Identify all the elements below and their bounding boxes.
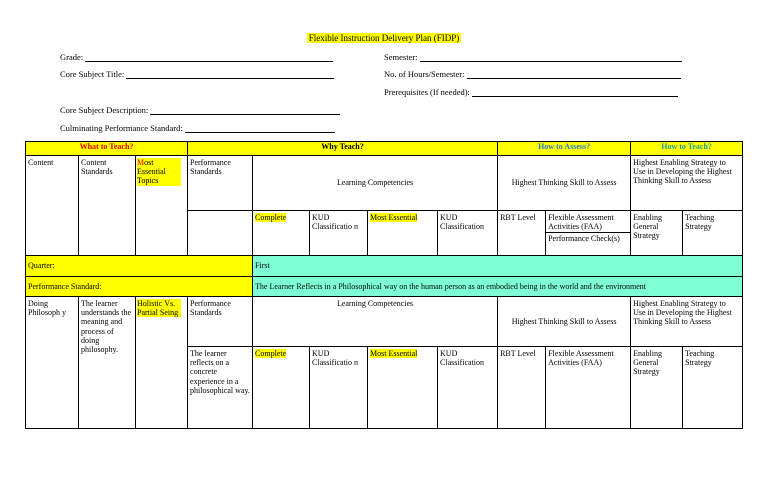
lesson-content: Doing Philosoph y [26, 297, 79, 429]
lesson-topic-cell [136, 297, 188, 429]
lesson-rbt: RBT Level [498, 347, 546, 429]
teaching-strategy-header: Teaching Strategy [683, 211, 743, 256]
lesson-enabling-general: Enabling General Strategy [631, 347, 683, 429]
document-title [0, 33, 768, 43]
highest-enabling-header: Highest Enabling Strategy to Use in Developing the Highest Thinking Skill to Assess [631, 156, 743, 211]
grade-field[interactable] [60, 52, 333, 62]
quarter-row [26, 256, 743, 277]
culminating-standard-line [185, 123, 335, 133]
lesson-faa: Flexible Assessment Activities (FAA) [546, 347, 631, 429]
performance-standards-blank [188, 211, 253, 256]
lesson-highest-thinking: Highest Thinking Skill to Assess [498, 297, 631, 347]
grade-label: Grade: [60, 52, 84, 62]
performance-standard-row [26, 277, 743, 297]
most-essential-first-letter: M [137, 158, 145, 167]
hours-line [467, 69, 681, 79]
complete-text: Complete [255, 213, 287, 222]
prerequisites-field[interactable] [384, 87, 678, 97]
what-to-teach-text: What to Teach? [79, 142, 134, 151]
most-essential-topics-box [137, 158, 181, 186]
core-subject-title-label: Core Subject Title: [60, 69, 125, 79]
core-subject-title-field[interactable] [60, 69, 334, 79]
lesson-highest-enabling: Highest Enabling Strategy to Use in Developing the Highest Thinking Skill to Assess [631, 297, 743, 347]
content-standards-header: Content Standards [79, 156, 136, 256]
culminating-standard-field[interactable] [60, 123, 335, 133]
lesson-perf-text: The learner reflects on a concrete experience in a philosophical way. [188, 347, 253, 429]
lesson-teaching-strategy: Teaching Strategy [683, 347, 743, 429]
most-essential-text: Most Essential [370, 213, 418, 222]
core-subject-description-line [150, 105, 340, 115]
why-teach-text: Why Teach? [321, 142, 364, 151]
quarter-value: First [253, 256, 743, 277]
hours-field[interactable] [384, 69, 681, 79]
section-header-row [26, 142, 743, 156]
complete-header [253, 211, 310, 256]
semester-label: Semester: [384, 52, 418, 62]
why-teach-header [188, 142, 498, 156]
kud-header: KUD Classificatio n [310, 211, 368, 256]
faa-text: Flexible Assessment Activities (FAA) [548, 213, 614, 232]
lesson-learning-competencies: Learning Competencies [253, 297, 498, 347]
culminating-standard-label: Culminating Performance Standard: [60, 123, 183, 133]
semester-field[interactable] [384, 52, 682, 62]
what-to-teach-header [26, 142, 188, 156]
most-essential-header [368, 211, 438, 256]
prerequisites-label: Prerequisites (If needed): [384, 87, 470, 97]
lesson-most-essential-text: Most Essential [370, 349, 418, 358]
lesson-performance-standards: Performance Standards [188, 297, 253, 347]
lesson-row [26, 297, 743, 347]
core-subject-description-field[interactable] [60, 105, 340, 115]
hours-label: No. of Hours/Semester: [384, 69, 465, 79]
quarter-label: Quarter: [26, 256, 253, 277]
lesson-complete [253, 347, 310, 429]
most-essential-topics-header [136, 156, 188, 256]
faa-header [546, 211, 631, 256]
content-header: Content [26, 156, 79, 256]
column-header-row [26, 156, 743, 211]
core-subject-title-line [126, 69, 334, 79]
grade-line [85, 52, 333, 62]
how-to-teach-text: How to Teach? [661, 142, 712, 151]
performance-standard-label: Performance Standard: [26, 277, 253, 297]
lesson-content-standard: The learner understands the meaning and process of doing philosophy. [79, 297, 136, 429]
performance-checks-text: Performance Check(s) [546, 232, 630, 243]
how-to-assess-text: How to Assess? [538, 142, 591, 151]
semester-line [420, 52, 682, 62]
rbt-header: RBT Level [498, 211, 546, 256]
lesson-most-essential [368, 347, 438, 429]
lesson-kud: KUD Classificatio n [310, 347, 368, 429]
prerequisites-line [472, 87, 678, 97]
learning-competencies-header: Learning Competencies [253, 156, 498, 211]
how-to-assess-header [498, 142, 631, 156]
most-essential-rest: ost Essential Topics [137, 158, 166, 186]
highest-thinking-header: Highest Thinking Skill to Assess [498, 156, 631, 211]
performance-standard-value: The Learner Reflects in a Philosophical way on the human person as an embodied being in the world and the environment [253, 277, 743, 297]
lesson-topic: Holistic Vs. Partial Seing [137, 299, 181, 317]
enabling-general-header: Enabling General Strategy [631, 211, 683, 256]
performance-standards-header: Performance Standards [188, 156, 253, 211]
how-to-teach-header [631, 142, 743, 156]
kud2-header: KUD Classification [438, 211, 498, 256]
core-subject-description-label: Core Subject Description: [60, 105, 149, 115]
fidp-table [25, 141, 743, 429]
lesson-kud2: KUD Classification [438, 347, 498, 429]
document-title-text: Flexible Instruction Delivery Plan (FIDP) [308, 33, 460, 43]
lesson-complete-text: Complete [255, 349, 287, 358]
